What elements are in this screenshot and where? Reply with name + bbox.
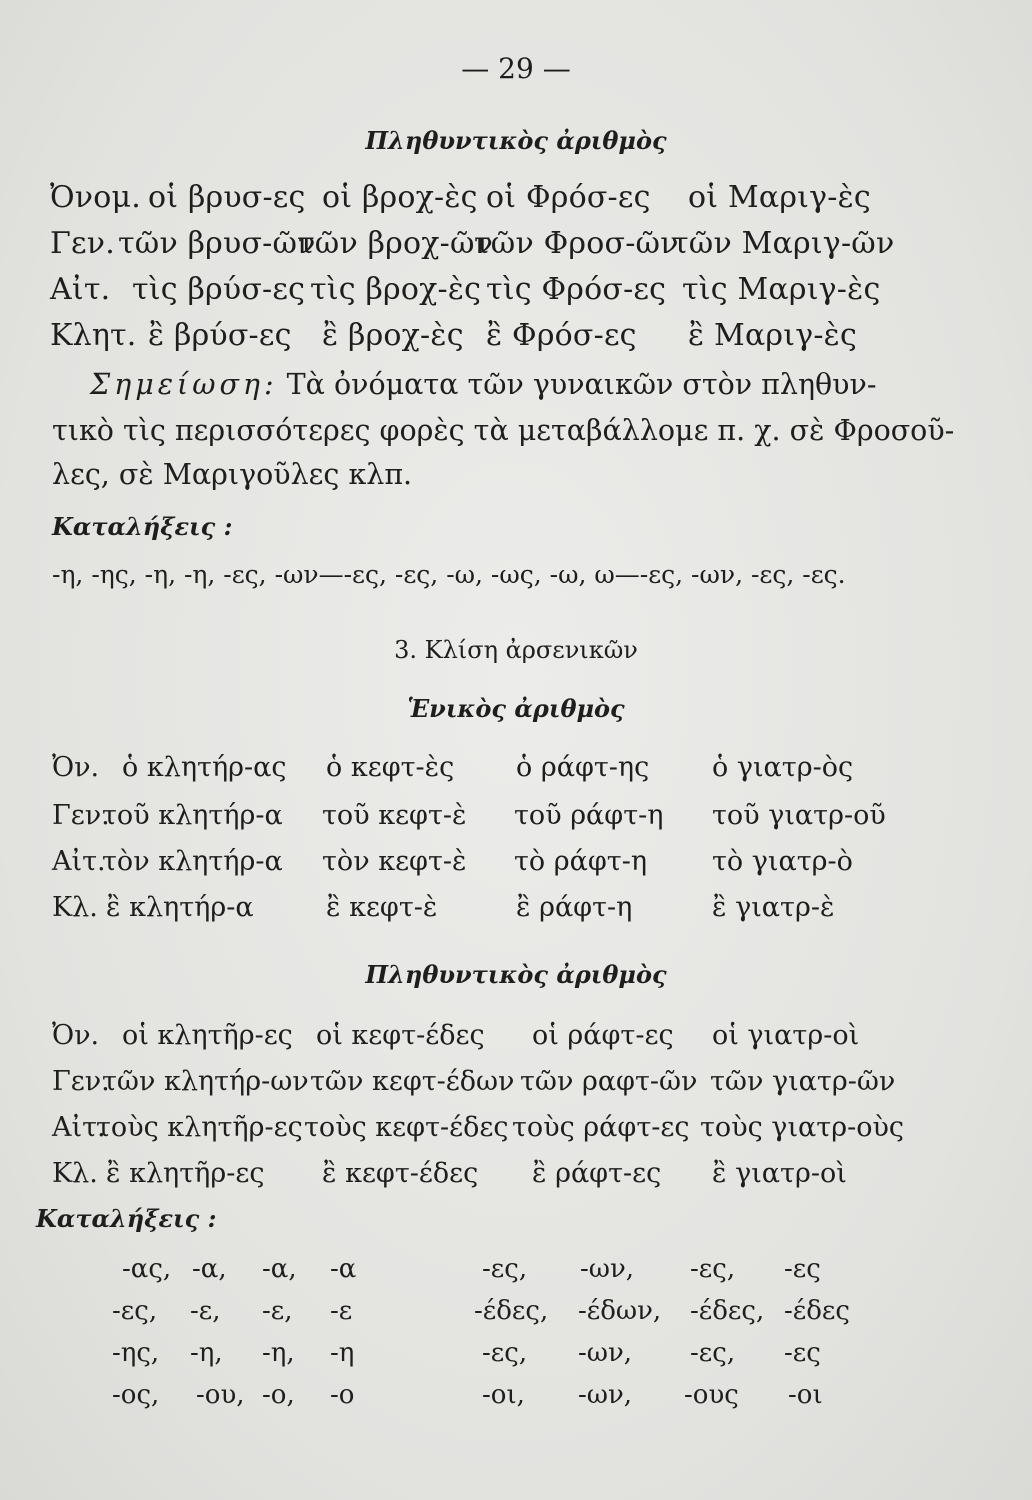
table-cell: οἱ ράφτ-ες [532,1020,674,1051]
case-label: Αἰτ. [52,1112,106,1143]
note-label: Σημείωση: [90,368,278,401]
ending: -α, [262,1254,297,1284]
ending: -ους [684,1380,739,1410]
endings-label: Καταλήξεις : [36,1204,217,1233]
table-cell: τὸ γιατρ-ὸ [712,846,853,877]
table-cell: ἒ γιατρ-ὲ [712,892,835,923]
case-label: Γεν. [52,1066,110,1097]
case-label: Αἰτ. [52,846,106,877]
ending: -ες, [690,1254,736,1284]
ending: -ης, [112,1338,160,1368]
case-label: Κλ. [52,1158,98,1189]
endings-label: Καταλήξεις : [52,512,233,541]
page-number: — 29 — [461,52,571,85]
table-cell: τὶς Φρόσ-ες [486,272,667,307]
case-label: Αἰτ. [50,272,111,307]
table-cell: τῶν γιατρ-ῶν [710,1066,896,1097]
table-cell: τὸν κλητήρ-α [102,846,283,877]
ending: -η, [262,1338,295,1368]
case-label: Γεν. [50,226,115,261]
table-cell: τὶς βρύσ-ες [132,272,306,307]
ending: -οι [788,1380,823,1410]
ending: -ες [784,1254,821,1284]
ending: -ε, [190,1296,221,1326]
ending: -έδες, [474,1296,549,1326]
table-cell: τὶς βροχ-ὲς [310,272,482,307]
note-line [90,368,960,401]
table-cell: τοὺς γιατρ-οὺς [700,1112,904,1143]
section-title: 3. Κλίση ἀρσενικῶν [394,636,638,664]
table-cell: ὁ κεφτ-ὲς [326,752,455,783]
case-label: Ὀνομ. [50,180,141,215]
case-label: Γεν. [52,800,110,831]
case-label: Ὀν. [52,1020,100,1051]
ending: -ας, [122,1254,172,1284]
table-cell: οἱ Φρόσ-ες [486,180,651,215]
table-cell: ἒ κλητῆρ-ες [106,1158,265,1189]
ending: -ο [330,1380,355,1410]
table-cell: ἒ Μαριγ-ὲς [688,318,857,353]
case-label: Ὀν. [52,752,100,783]
table-cell: ἒ κεφτ-ὲ [326,892,438,923]
table-cell: τοῦ κλητήρ-α [102,800,283,831]
case-label: Κλ. [52,892,98,923]
table-cell: τῶν ραφτ-ῶν [520,1066,698,1097]
ending: -α [330,1254,357,1284]
table-cell: ὁ κλητήρ-ας [122,752,287,783]
table-cell: οἱ γιατρ-οὶ [712,1020,860,1051]
masc-plural-heading: Πληθυντικὸς ἀριθμὸς [365,960,667,989]
table-cell: τοὺς κεφτ-έδες [304,1112,509,1143]
ending: -ων, [580,1254,635,1284]
ending: -οι, [482,1380,525,1410]
ending: -ες [784,1338,821,1368]
case-label: Κλητ. [50,318,137,353]
table-cell: οἱ κεφτ-έδες [316,1020,485,1051]
ending: -η [330,1338,355,1368]
table-cell: ἒ κλητήρ-α [106,892,254,923]
ending: -έδων, [578,1296,662,1326]
note-text: λες, σὲ Μαριγοῦλες κλπ. [52,458,413,491]
table-cell: ὁ γιατρ-ὸς [712,752,854,783]
ending: -α, [192,1254,227,1284]
ending: -ου, [196,1380,245,1410]
table-cell: ἒ γιατρ-οὶ [712,1158,847,1189]
table-cell: τῶν κεφτ-έδων [310,1066,515,1097]
table-cell: τὸ ράφτ-η [514,846,648,877]
ending: -ε [330,1296,353,1326]
ending: -έδες [784,1296,850,1326]
table-cell: τοὺς ράφτ-ες [512,1112,690,1143]
ending: -ες, [482,1338,528,1368]
table-cell: τοῦ γιατρ-οῦ [712,800,886,831]
ending: -ος, [112,1380,160,1410]
ending: -η, [190,1338,223,1368]
ending: -έδες, [690,1296,765,1326]
table-cell: τὸν κεφτ-ὲ [322,846,467,877]
table-cell: τῶν βρυσ-ῶν [118,226,316,261]
table-cell: οἱ Μαριγ-ὲς [688,180,871,215]
ending: -ο, [262,1380,295,1410]
ending: -ων, [578,1380,633,1410]
table-cell: τοῦ κεφτ-ὲ [322,800,467,831]
note-text: Τὰ ὀνόματα τῶν γυναικῶν στὸν πληθυν- [286,368,877,401]
table-cell: τῶν κλητήρ-ων [102,1066,309,1097]
table-cell: ὁ ράφτ-ης [516,752,650,783]
ending: -ε, [262,1296,293,1326]
table-cell: οἱ βροχ-ὲς [322,180,478,215]
table-cell: τοὺς κλητῆρ-ες [96,1112,303,1143]
ending: -ες, [112,1296,158,1326]
table-cell: ἒ Φρόσ-ες [486,318,637,353]
table-cell: τῶν Φροσ-ῶν [474,226,679,261]
table-cell: τῶν βροχ-ῶν [298,226,494,261]
ending: -ες, [690,1338,736,1368]
note-text: τικὸ τὶς περισσότερες φορὲς τὰ μεταβάλλομε π. χ. σὲ Φροσοῦ- [52,414,955,447]
table-cell: τοῦ ράφτ-η [514,800,664,831]
table-cell: τῶν Μαριγ-ῶν [672,226,895,261]
table-cell: ἒ ράφτ-η [516,892,633,923]
table-cell: ἒ βρύσ-ες [148,318,292,353]
table-cell: ἒ κεφτ-έδες [322,1158,479,1189]
table-cell: ἒ βροχ-ὲς [322,318,464,353]
table-cell: ἒ ράφτ-ες [532,1158,662,1189]
table-cell: οἱ κλητῆρ-ες [122,1020,293,1051]
table-cell: τὶς Μαριγ-ὲς [682,272,881,307]
table-cell: οἱ βρυσ-ες [148,180,306,215]
fem-endings-line: -η, -ης, -η, -η, -ες, -ων—-ες, -ες, -ω, -ως, -ω, ω—-ες, -ων, -ες, -ες. [52,560,846,589]
fem-plural-heading: Πληθυντικὸς ἀριθμὸς [365,126,667,155]
ending: -ων, [578,1338,633,1368]
ending: -ες, [482,1254,528,1284]
masc-singular-heading: Ἑνικὸς ἀριθμὸς [407,694,625,723]
